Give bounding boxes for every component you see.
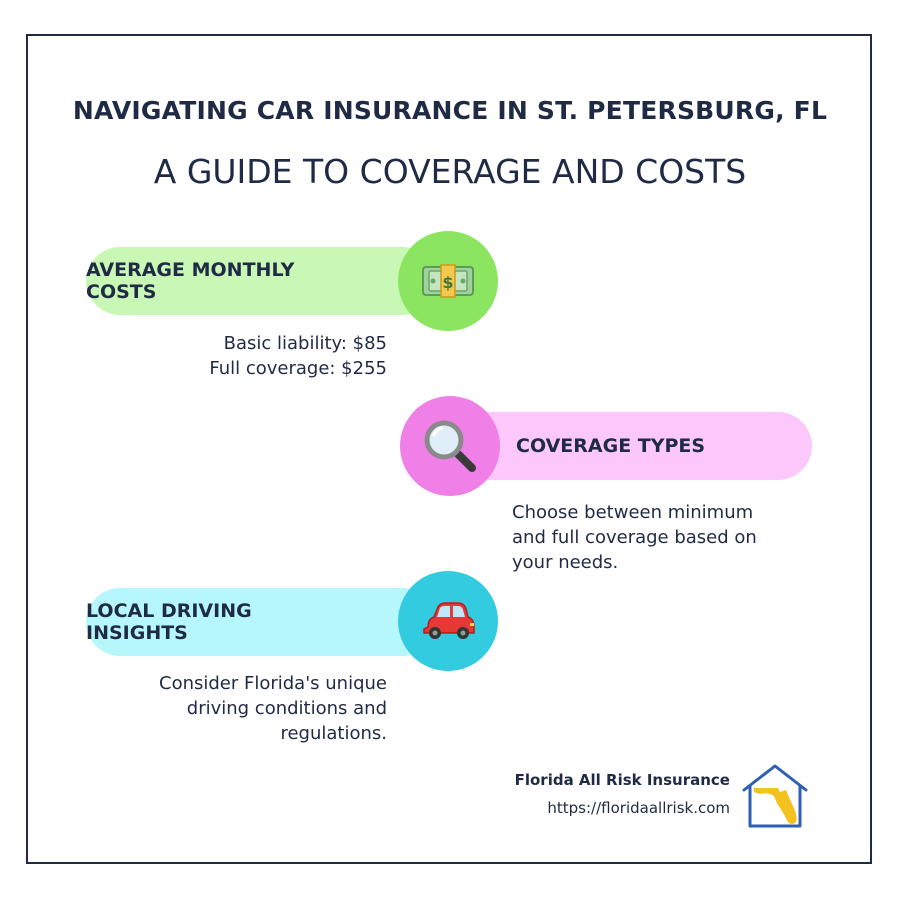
section-desc-monthly-costs <box>100 331 387 381</box>
section-label-driving-insights: LOCAL DRIVING INSIGHTS <box>86 600 252 644</box>
section-label-monthly-costs: AVERAGE MONTHLY COSTS <box>86 259 295 303</box>
page-subtitle: A GUIDE TO COVERAGE AND COSTS <box>153 152 747 191</box>
section-circle-coverage-types <box>400 396 500 496</box>
section-circle-driving-insights <box>398 571 498 671</box>
section-circle-monthly-costs <box>398 231 498 331</box>
desc-line: Full coverage: $255 <box>209 358 387 379</box>
section-pill-monthly-costs <box>86 247 436 315</box>
car-icon <box>420 599 476 643</box>
money-icon <box>421 261 475 301</box>
desc-line: and full coverage based on <box>512 527 757 548</box>
desc-line: regulations. <box>280 723 387 744</box>
magnifying-glass-icon <box>422 418 478 474</box>
section-pill-driving-insights <box>86 588 436 656</box>
desc-line: driving conditions and <box>186 698 387 719</box>
desc-line: Consider Florida's unique <box>159 673 387 694</box>
brand-name: Florida All Risk Insurance <box>514 771 730 789</box>
brand-url[interactable]: https://floridaallrisk.com <box>547 799 730 817</box>
desc-line: Choose between minimum <box>512 502 754 523</box>
desc-line: Basic liability: $85 <box>223 333 387 354</box>
section-desc-coverage-types <box>512 500 782 575</box>
svg-text:$: $ <box>442 273 454 292</box>
section-desc-driving-insights <box>100 671 387 746</box>
page-title: NAVIGATING CAR INSURANCE IN ST. PETERSBURG, FL <box>72 96 828 125</box>
desc-line: your needs. <box>512 552 619 573</box>
house-florida-logo-icon <box>740 762 810 832</box>
section-label-coverage-types: COVERAGE TYPES <box>516 435 706 457</box>
